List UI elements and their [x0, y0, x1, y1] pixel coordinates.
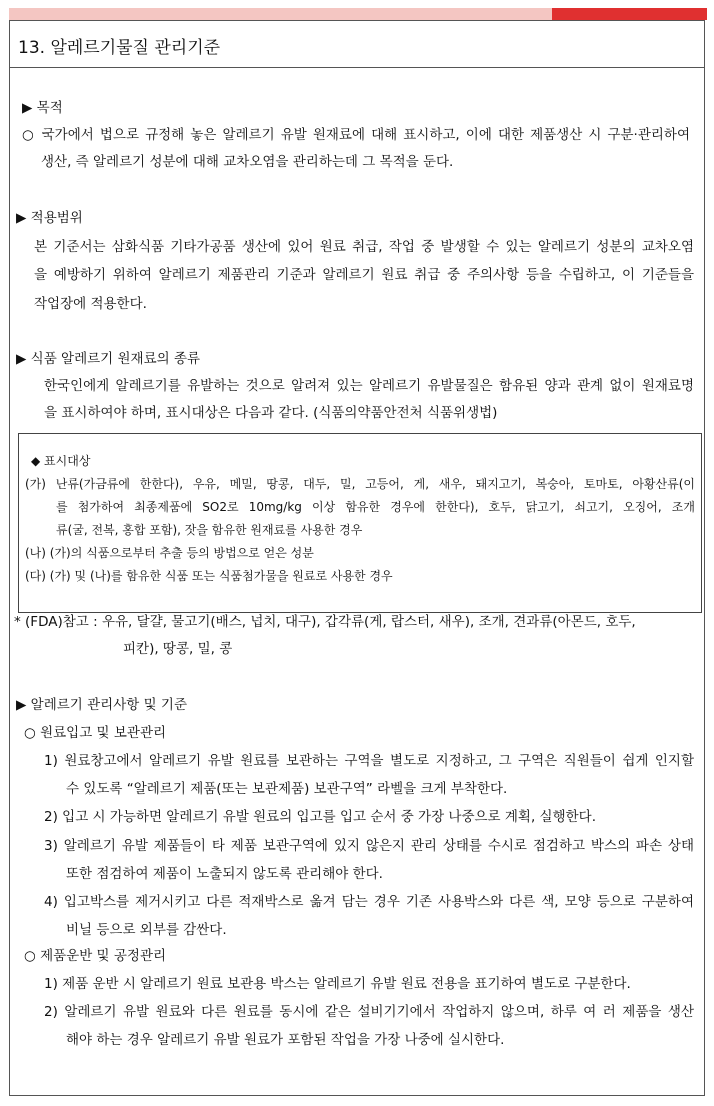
box-item-na: (나) (가)의 식품으로부터 추출 등의 방법으로 얻은 성분 — [25, 546, 314, 560]
header-color-bar — [9, 8, 707, 20]
scope-heading: ▶ 적용범위 — [16, 210, 83, 226]
storage-item-2: 2) 입고 시 가능하면 알레르기 유발 원료의 입고를 입고 순서 중 가장 나중으로 계획, 실행한다. — [44, 809, 596, 825]
scope-line-2: 을 예방하기 위하여 알레르기 제품관리 기준과 알레르기 원료 취급 중 주의사항 등을 수립하고, 이 기준들을 — [34, 267, 694, 283]
process-item-1: 1) 제품 운반 시 알레르기 원료 보관용 박스는 알레르기 유발 원료 전용을 표기하여 별도로 구분한다. — [44, 976, 631, 992]
header-bar-red — [552, 8, 707, 20]
purpose-line-2: 생산, 즉 알레르기 성분에 대해 교차오염을 관리하는데 그 목적을 둔다. — [41, 154, 454, 170]
storage-item-1-line-2: 수 있도록 “알레르기 제품(또는 보관제품) 보관구역” 라벨을 크게 부착한다. — [66, 781, 508, 797]
storage-item-4-line-1: 4) 입고박스를 제거시키고 다른 적재박스로 옮겨 담는 경우 기존 사용박스와 다른 색, 모양 등으로 구분하여 — [44, 894, 694, 910]
process-item-2-line-2: 해야 하는 경우 알레르기 유발 원료가 포함된 작업을 가장 나중에 실시한다. — [66, 1032, 505, 1048]
types-heading: ▶ 식품 알레르기 원재료의 종류 — [16, 351, 201, 367]
types-line-1: 한국인에게 알레르기를 유발하는 것으로 알려져 있는 알레르기 유발물질은 함유된 양과 관계 없이 원재료명 — [44, 378, 694, 394]
header-bar-pink — [9, 8, 552, 20]
types-line-2: 을 표시하여야 하며, 표시대상은 다음과 같다. (식품의약품안전처 식품위생법) — [44, 405, 498, 421]
scope-line-3: 작업장에 적용한다. — [34, 296, 147, 312]
storage-item-3-line-2: 또한 점검하여 제품이 노출되지 않도록 관리해야 한다. — [66, 866, 383, 882]
fda-line-2: 피칸), 땅콩, 밀, 콩 — [123, 641, 233, 657]
scope-line-1: 본 기준서는 삼화식품 기타가공품 생산에 있어 원료 취급, 작업 중 발생할 수 있는 알레르기 성분의 교차오염 — [34, 239, 694, 255]
box-item-ga-line-3: 류(굴, 전복, 홍합 포함), 잣을 함유한 원재료를 사용한 경우 — [56, 523, 363, 537]
purpose-line-1: ○ 국가에서 법으로 규정해 놓은 알레르기 유발 원재료에 대해 표시하고, 이에 대한 제품생산 시 구분·관리하여 — [22, 127, 690, 143]
labeling-target-box — [18, 433, 702, 613]
box-item-ga-line-2: 를 첨가하여 최종제품에 SO2로 10mg/kg 이상 함유한 경우에 한한다), 호두, 닭고기, 쇠고기, 오징어, 조개 — [56, 500, 695, 514]
box-heading: ◆ 표시대상 — [31, 454, 91, 468]
storage-item-3-line-1: 3) 알레르기 유발 제품들이 타 제품 보관구역에 있지 않은지 관리 상태를 수시로 점검하고 박스의 파손 상태 — [44, 838, 694, 854]
box-item-da: (다) (가) 및 (나)를 함유한 식품 또는 식품첨가물을 원료로 사용한 경우 — [25, 569, 393, 583]
storage-heading: ○ 원료입고 및 보관관리 — [24, 725, 167, 741]
box-item-ga-line-1: (가) 난류(가금류에 한한다), 우유, 메밀, 땅콩, 대두, 밀, 고등어, 게, 새우, 돼지고기, 복숭아, 토마토, 아황산류(이 — [25, 477, 695, 491]
document-frame — [9, 20, 705, 1096]
process-item-2-line-1: 2) 알레르기 유발 원료와 다른 원료를 동시에 같은 설비기기에서 작업하지 않으며, 하루 여 러 제품을 생산 — [44, 1004, 694, 1020]
title-row — [10, 21, 704, 68]
storage-item-4-line-2: 비닐 등으로 외부를 감싼다. — [66, 922, 227, 938]
page-title: 13. 알레르기물질 관리기준 — [18, 38, 221, 58]
storage-item-1-line-1: 1) 원료창고에서 알레르기 유발 원료를 보관하는 구역을 별도로 지정하고, 그 구역은 직원들이 쉽게 인지할 — [44, 753, 694, 769]
process-heading: ○ 제품운반 및 공정관리 — [24, 948, 167, 964]
management-heading: ▶ 알레르기 관리사항 및 기준 — [16, 697, 187, 713]
purpose-heading: ▶ 목적 — [22, 100, 63, 116]
fda-line-1: * (FDA)참고 : 우유, 달걀, 물고기(배스, 넙치, 대구), 갑각류(게, 랍스터, 새우), 조개, 견과류(아몬드, 호두, — [14, 614, 636, 630]
